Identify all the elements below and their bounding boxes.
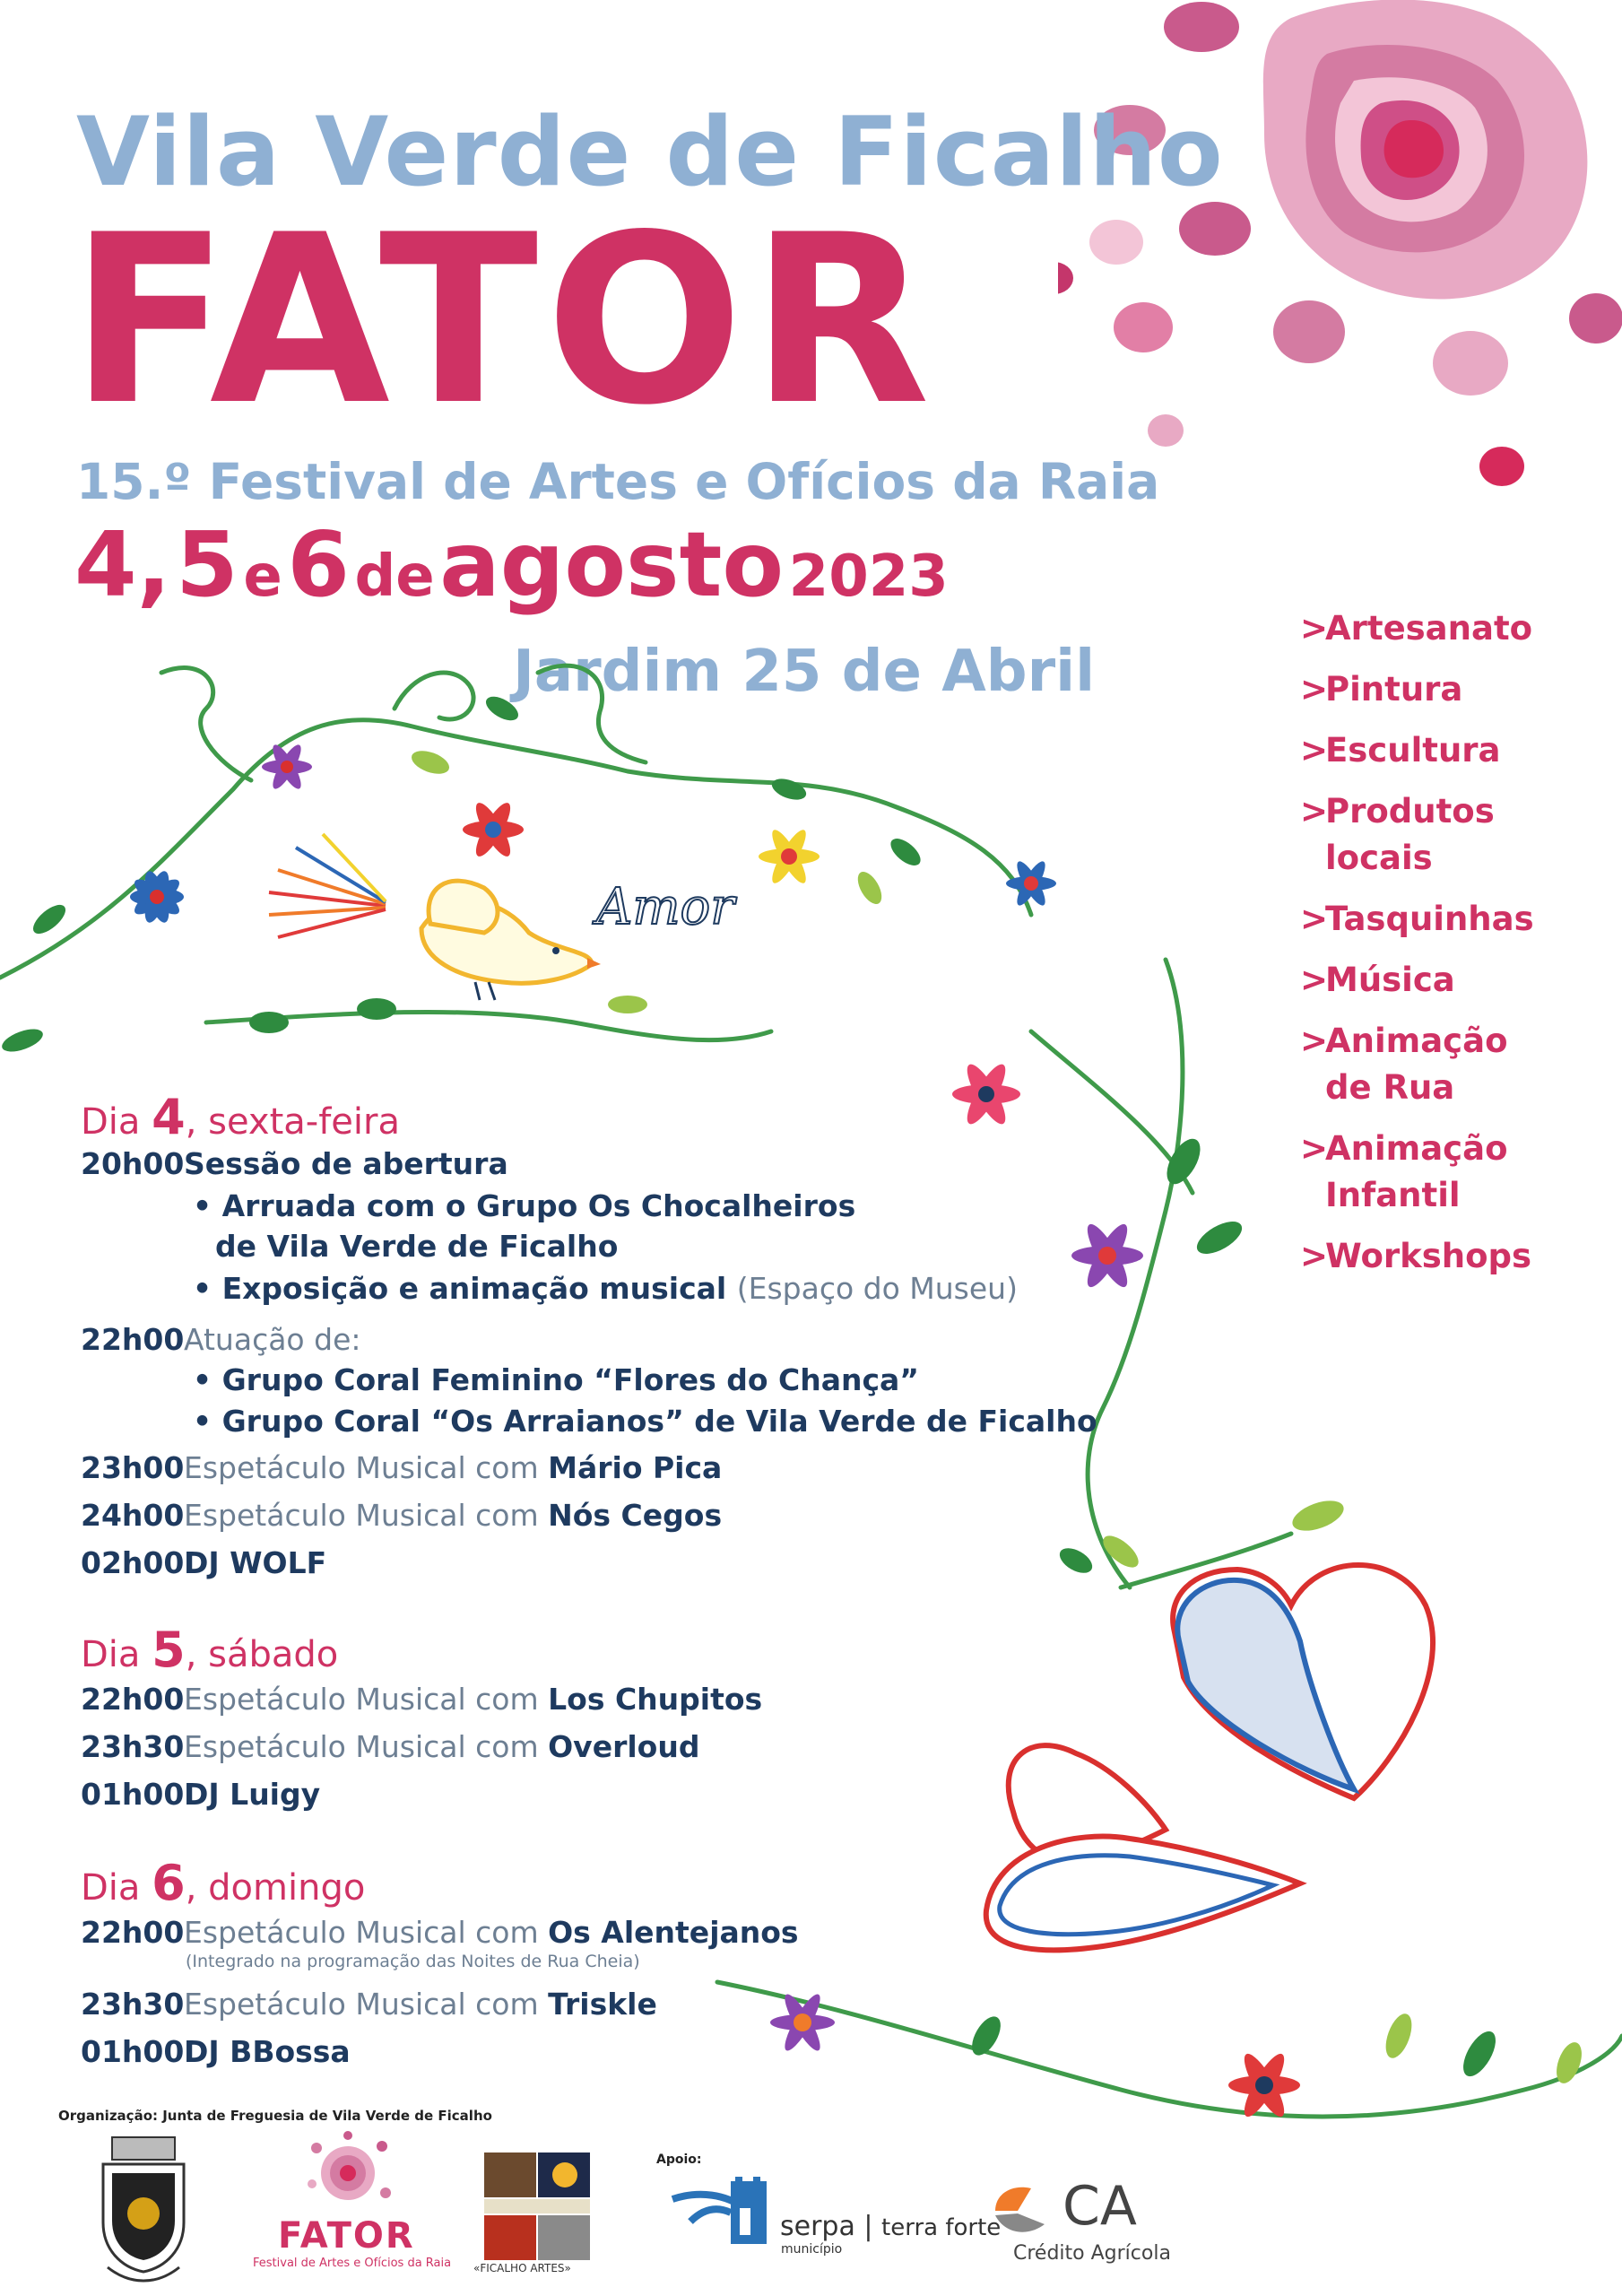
date-de: de xyxy=(354,544,435,610)
fator-logo-text: FATOR xyxy=(278,2215,415,2257)
category-workshops: >Workshops xyxy=(1300,1237,1532,1275)
amor-embroidery: Amor xyxy=(596,878,735,936)
purple-flower-right xyxy=(1071,1220,1143,1292)
schedule-row: 22h00Espetáculo Musical com Os Alentejanos xyxy=(81,1915,799,1950)
date-day-5: 5 xyxy=(176,512,239,617)
schedule-row: 23h30Espetáculo Musical com Overloud xyxy=(81,1729,700,1764)
date-and: e xyxy=(243,544,282,610)
date-day-6: 6 xyxy=(287,512,350,617)
event-title: FATOR xyxy=(70,186,938,457)
category-pintura: >Pintura xyxy=(1300,670,1463,709)
schedule-note: (Integrado na programação das Noites de Rua Cheia) xyxy=(186,1952,640,1971)
festival-subtitle: 15.º Festival de Artes e Ofícios da Raia xyxy=(76,453,1160,510)
schedule-bullet: • Exposição e animação musical (Espaço do Museu) xyxy=(193,1271,1018,1306)
day-4-heading: Dia 4, sexta-feira xyxy=(81,1089,400,1145)
date-day-4: 4, xyxy=(74,512,171,617)
purple-flower-top xyxy=(262,742,312,792)
pink-flower-decoration xyxy=(1058,0,1622,502)
schedule-bullet: • Arruada com o Grupo Os Chocalheiros xyxy=(193,1188,856,1223)
serpa-logo-icon xyxy=(664,2172,776,2253)
coat-of-arms-logo xyxy=(90,2133,197,2285)
pink-flower-right xyxy=(952,1060,1020,1129)
category-artesanato: >Artesanato xyxy=(1300,609,1533,648)
credito-agricola-name: Crédito Agrícola xyxy=(1013,2242,1171,2265)
category-animacao-infantil: >Animação Infantil xyxy=(1300,1129,1508,1214)
day-6-heading: Dia 6, domingo xyxy=(81,1855,366,1911)
schedule-row: 20h00Sessão de abertura xyxy=(81,1146,508,1181)
town-title: Vila Verde de Ficalho xyxy=(76,97,1224,207)
red-flower-top xyxy=(463,799,524,861)
schedule-bullet: • Grupo Coral Feminino “Flores do Chança” xyxy=(193,1362,919,1397)
date-month: agosto xyxy=(439,512,785,617)
schedule-row: 22h00Espetáculo Musical com Los Chupitos xyxy=(81,1682,763,1717)
blue-flower-right xyxy=(1006,858,1056,909)
category-tasquinhas: >Tasquinhas xyxy=(1300,900,1534,938)
fator-flower-logo xyxy=(303,2130,393,2215)
schedule-bullet: • Grupo Coral “Os Arraianos” de Vila Verde de Ficalho xyxy=(193,1404,1097,1439)
category-musica: >Música xyxy=(1300,961,1455,999)
category-animacao-rua: >Animação de Rua xyxy=(1300,1022,1508,1107)
bird-decoration xyxy=(421,881,601,1000)
category-escultura: >Escultura xyxy=(1300,731,1501,770)
credito-agricola-logo-text: CA xyxy=(1063,2175,1137,2238)
blue-flower-left xyxy=(130,868,184,925)
support-label: Apoio: xyxy=(656,2152,702,2167)
category-produtos-locais: >Produtos locais xyxy=(1300,792,1495,877)
serpa-text: serpa | terra forte xyxy=(780,2211,1002,2242)
ficalho-artes-logo xyxy=(480,2152,596,2260)
ficalho-artes-text: «FICALHO ARTES» xyxy=(473,2262,571,2274)
organization-label: Organização: Junta de Freguesia de Vila Verde de Ficalho xyxy=(58,2108,492,2124)
heart-decoration xyxy=(986,1565,1433,1950)
schedule-row: 22h00Atuação de: xyxy=(81,1322,361,1357)
serpa-municipio: município xyxy=(781,2242,843,2257)
schedule-row: 23h00Espetáculo Musical com Mário Pica xyxy=(81,1450,723,1485)
schedule-row: 01h00DJ Luigy xyxy=(81,1777,321,1812)
yellow-flower-top xyxy=(759,826,820,887)
schedule-row: 23h30Espetáculo Musical com Triskle xyxy=(81,1987,657,2022)
schedule-bullet-cont: de Vila Verde de Ficalho xyxy=(215,1229,619,1264)
venue: Jardim 25 de Abril xyxy=(513,639,1095,705)
fan-decoration xyxy=(269,834,386,937)
day-5-heading: Dia 5, sábado xyxy=(81,1622,339,1678)
event-dates xyxy=(74,512,949,617)
fator-logo-subtitle: Festival de Artes e Ofícios da Raia xyxy=(253,2257,452,2270)
schedule-row: 01h00DJ BBossa xyxy=(81,2034,351,2069)
schedule-row: 24h00Espetáculo Musical com Nós Cegos xyxy=(81,1498,723,1533)
credito-agricola-icon xyxy=(986,2179,1054,2242)
date-year: 2023 xyxy=(788,544,949,610)
schedule-row: 02h00DJ WOLF xyxy=(81,1545,327,1580)
